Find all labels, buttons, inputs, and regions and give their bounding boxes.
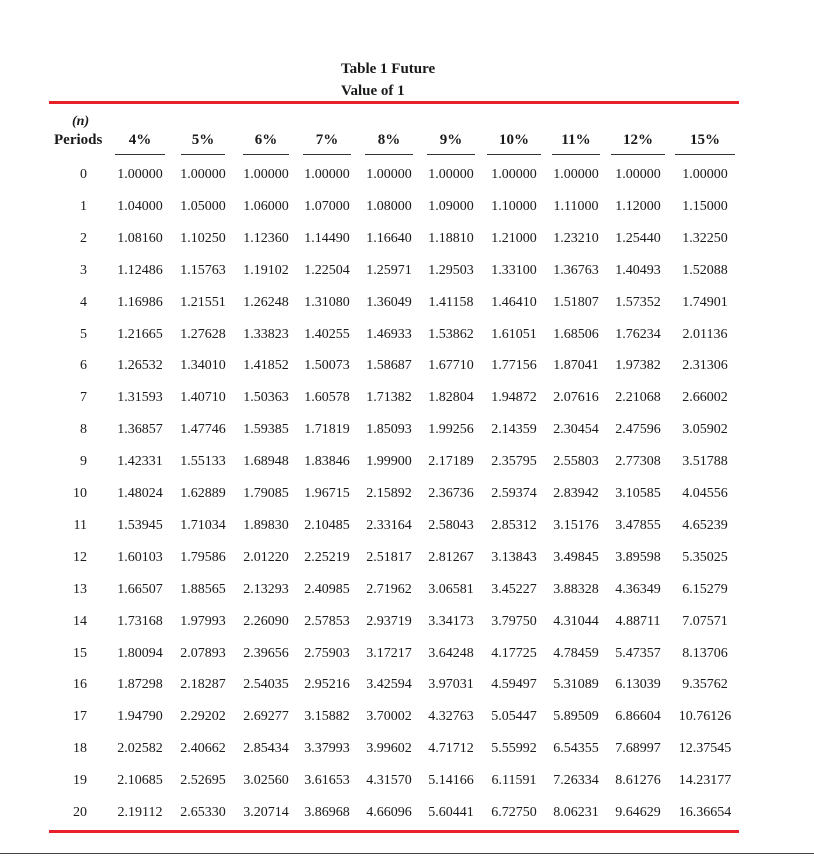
- period-cell: 18: [73, 741, 87, 757]
- rate-header: 11%: [552, 132, 600, 149]
- value-cell: 2.66002: [682, 390, 728, 406]
- value-cell: 2.01136: [682, 326, 728, 342]
- value-cell: 3.34173: [428, 613, 474, 629]
- value-cell: 1.82804: [428, 390, 474, 406]
- value-cell: 1.12486: [117, 262, 163, 278]
- period-cell: 6: [80, 358, 87, 374]
- value-cell: 2.15892: [366, 486, 412, 501]
- value-cell: 4.88711: [615, 613, 661, 629]
- rate-header: 4%: [115, 132, 165, 149]
- value-cell: 1.97993: [180, 613, 226, 629]
- value-cell: 3.05902: [682, 422, 728, 438]
- period-cell: 11: [73, 517, 87, 533]
- value-cell: 9.35762: [682, 677, 728, 693]
- value-cell: 3.70002: [366, 709, 412, 725]
- value-cell: 6.13039: [615, 677, 661, 693]
- value-cell: 4.31044: [553, 613, 599, 629]
- value-cell: 1.79586: [180, 549, 226, 565]
- value-cell: 5.35025: [682, 549, 728, 565]
- value-cell: 4.66096: [366, 805, 412, 820]
- period-cell: 2: [80, 230, 87, 246]
- period-cell: 12: [73, 549, 87, 565]
- value-cell: 1.76234: [615, 326, 661, 342]
- value-cell: 1.23210: [553, 230, 599, 246]
- value-cell: 2.29202: [180, 709, 226, 725]
- value-cell: 8.06231: [553, 805, 599, 820]
- value-cell: 1.53945: [117, 517, 163, 533]
- value-cell: 1.77156: [491, 358, 537, 374]
- value-cell: 1.73168: [117, 613, 163, 629]
- value-cell: 6.54355: [553, 741, 599, 757]
- value-cell: 4.17725: [491, 645, 537, 661]
- value-cell: 1.53862: [428, 326, 474, 342]
- period-cell: 0: [80, 167, 87, 182]
- value-cell: 2.14359: [491, 422, 537, 438]
- period-cell: 17: [73, 709, 87, 725]
- value-cell: 3.51788: [682, 454, 728, 470]
- value-cell: 1.00000: [243, 167, 289, 182]
- value-cell: 1.21665: [117, 326, 163, 342]
- value-cell: 2.47596: [615, 422, 661, 438]
- period-cell: 3: [80, 262, 87, 278]
- period-cell: 20: [73, 805, 87, 820]
- value-cell: 1.10000: [491, 198, 537, 214]
- value-cell: 1.87298: [117, 677, 163, 693]
- value-cell: 2.07616: [553, 390, 599, 406]
- value-cell: 1.29503: [428, 262, 474, 278]
- value-cell: 1.00000: [428, 167, 474, 182]
- value-cell: 2.52695: [180, 773, 226, 789]
- value-cell: 5.55992: [491, 741, 537, 757]
- value-cell: 1.18810: [428, 230, 474, 246]
- value-cell: 2.54035: [243, 677, 289, 693]
- header-underline: [427, 154, 475, 155]
- rate-header: 15%: [675, 132, 735, 149]
- value-cell: 1.97382: [615, 358, 661, 374]
- period-cell: 15: [73, 645, 87, 661]
- rate-header: 7%: [303, 132, 351, 149]
- bottom-red-rule: [49, 830, 739, 833]
- value-cell: 2.95216: [304, 677, 350, 693]
- value-cell: 2.71962: [366, 581, 412, 597]
- rate-header: 8%: [365, 132, 413, 149]
- period-cell: 4: [80, 294, 87, 310]
- value-cell: 2.93719: [366, 613, 412, 629]
- header-underline: [552, 154, 600, 155]
- value-cell: 1.46410: [491, 294, 537, 310]
- value-cell: 5.60441: [428, 805, 474, 820]
- value-cell: 2.51817: [366, 549, 412, 565]
- value-cell: 1.25440: [615, 230, 661, 246]
- value-cell: 1.26532: [117, 358, 163, 374]
- value-cell: 1.40493: [615, 262, 661, 278]
- value-cell: 1.61051: [491, 326, 537, 342]
- value-cell: 2.75903: [304, 645, 350, 661]
- value-cell: 1.16640: [366, 230, 412, 246]
- value-cell: 3.10585: [615, 486, 661, 501]
- value-cell: 1.55133: [180, 454, 226, 470]
- value-cell: 2.18287: [180, 677, 226, 693]
- period-cell: 16: [73, 677, 87, 693]
- value-cell: 1.08000: [366, 198, 412, 214]
- value-cell: 1.83846: [304, 454, 350, 470]
- period-cell: 8: [80, 422, 87, 438]
- value-cell: 3.49845: [553, 549, 599, 565]
- value-cell: 1.11000: [553, 198, 599, 214]
- value-cell: 1.00000: [180, 167, 226, 182]
- value-cell: 1.21551: [180, 294, 226, 310]
- value-cell: 3.88328: [553, 581, 599, 597]
- period-cell: 13: [73, 581, 87, 597]
- value-cell: 4.31570: [366, 773, 412, 789]
- value-cell: 2.31306: [682, 358, 728, 374]
- period-cell: 19: [73, 773, 87, 789]
- value-cell: 2.10685: [117, 773, 163, 789]
- value-cell: 1.96715: [304, 486, 350, 501]
- value-cell: 3.86968: [304, 805, 350, 820]
- value-cell: 1.14490: [304, 230, 350, 246]
- value-cell: 1.51807: [553, 294, 599, 310]
- value-cell: 2.55803: [553, 454, 599, 470]
- value-cell: 1.40255: [304, 326, 350, 342]
- value-cell: 3.17217: [366, 645, 412, 661]
- value-cell: 10.76126: [678, 709, 732, 725]
- value-cell: 1.16986: [117, 294, 163, 310]
- value-cell: 1.87041: [553, 358, 599, 374]
- value-cell: 8.13706: [682, 645, 728, 661]
- value-cell: 9.64629: [615, 805, 661, 820]
- value-cell: 1.88565: [180, 581, 226, 597]
- value-cell: 1.94790: [117, 709, 163, 725]
- value-cell: 1.15763: [180, 262, 226, 278]
- value-cell: 2.01220: [243, 549, 289, 565]
- value-cell: 1.12000: [615, 198, 661, 214]
- value-cell: 1.19102: [243, 262, 289, 278]
- value-cell: 4.78459: [553, 645, 599, 661]
- period-cell: 9: [80, 454, 87, 470]
- table-title-line-2: Value of 1: [341, 83, 405, 99]
- value-cell: 2.30454: [553, 422, 599, 438]
- value-cell: 2.39656: [243, 645, 289, 661]
- periods-header: Periods: [54, 132, 103, 148]
- value-cell: 1.36857: [117, 422, 163, 438]
- period-cell: 5: [80, 326, 87, 342]
- value-cell: 2.85312: [491, 517, 537, 533]
- value-cell: 2.83942: [553, 486, 599, 501]
- value-cell: 3.15176: [553, 517, 599, 533]
- value-cell: 1.15000: [682, 198, 728, 214]
- value-cell: 3.64248: [428, 645, 474, 661]
- value-cell: 1.00000: [304, 167, 350, 182]
- value-cell: 1.41852: [243, 358, 289, 374]
- value-cell: 1.00000: [366, 167, 412, 182]
- value-cell: 3.42594: [366, 677, 412, 693]
- value-cell: 1.10250: [180, 230, 226, 246]
- value-cell: 8.61276: [615, 773, 661, 789]
- value-cell: 1.47746: [180, 422, 226, 438]
- header-underline: [487, 154, 541, 155]
- value-cell: 3.06581: [428, 581, 474, 597]
- value-cell: 16.36654: [678, 805, 732, 820]
- rate-header: 9%: [427, 132, 475, 149]
- value-cell: 1.33100: [491, 262, 537, 278]
- value-cell: 1.57352: [615, 294, 661, 310]
- value-cell: 2.02582: [117, 741, 163, 757]
- header-underline: [365, 154, 413, 155]
- period-cell: 14: [73, 613, 87, 629]
- value-cell: 6.72750: [491, 805, 537, 820]
- value-cell: 1.00000: [682, 167, 728, 182]
- value-cell: 1.41158: [428, 294, 474, 310]
- value-cell: 2.36736: [428, 486, 474, 501]
- value-cell: 2.17189: [428, 454, 474, 470]
- period-cell: 7: [80, 390, 87, 406]
- value-cell: 3.99602: [366, 741, 412, 757]
- header-underline: [611, 154, 665, 155]
- rate-header: 5%: [181, 132, 225, 149]
- value-cell: 1.31080: [304, 294, 350, 310]
- value-cell: 1.48024: [117, 486, 163, 501]
- value-cell: 6.86604: [615, 709, 661, 725]
- value-cell: 3.20714: [243, 805, 289, 820]
- value-cell: 3.37993: [304, 741, 350, 757]
- value-cell: 1.46933: [366, 326, 412, 342]
- value-cell: 2.40985: [304, 581, 350, 597]
- value-cell: 4.71712: [428, 741, 474, 757]
- value-cell: 2.57853: [304, 613, 350, 629]
- value-cell: 3.13843: [491, 549, 537, 565]
- value-cell: 2.59374: [491, 486, 537, 501]
- value-cell: 1.79085: [243, 486, 289, 501]
- value-cell: 1.68948: [243, 454, 289, 470]
- value-cell: 1.50363: [243, 390, 289, 406]
- value-cell: 1.12360: [243, 230, 289, 246]
- value-cell: 2.65330: [180, 805, 226, 820]
- value-cell: 1.06000: [243, 198, 289, 214]
- header-underline: [243, 154, 289, 155]
- value-cell: 1.71819: [304, 422, 350, 438]
- value-cell: 1.04000: [117, 198, 163, 214]
- value-cell: 1.33823: [243, 326, 289, 342]
- value-cell: 2.13293: [243, 581, 289, 597]
- value-cell: 1.32250: [682, 230, 728, 246]
- value-cell: 1.00000: [615, 167, 661, 182]
- value-cell: 1.60578: [304, 390, 350, 406]
- value-cell: 1.42331: [117, 454, 163, 470]
- value-cell: 5.47357: [615, 645, 661, 661]
- header-underline: [303, 154, 351, 155]
- n-label: (n): [72, 114, 90, 129]
- value-cell: 1.40710: [180, 390, 226, 406]
- page-bottom-rule: [0, 853, 814, 854]
- value-cell: 1.85093: [366, 422, 412, 438]
- value-cell: 6.11591: [491, 773, 537, 789]
- top-red-rule: [49, 101, 739, 104]
- value-cell: 1.25971: [366, 262, 412, 278]
- value-cell: 1.58687: [366, 358, 412, 374]
- value-cell: 1.00000: [553, 167, 599, 182]
- value-cell: 1.99900: [366, 454, 412, 470]
- value-cell: 1.68506: [553, 326, 599, 342]
- value-cell: 2.69277: [243, 709, 289, 725]
- value-cell: 1.94872: [491, 390, 537, 406]
- value-cell: 1.71034: [180, 517, 226, 533]
- value-cell: 1.07000: [304, 198, 350, 214]
- value-cell: 1.74901: [682, 294, 728, 310]
- value-cell: 1.31593: [117, 390, 163, 406]
- period-cell: 10: [73, 486, 87, 501]
- value-cell: 2.07893: [180, 645, 226, 661]
- value-cell: 3.97031: [428, 677, 474, 693]
- value-cell: 3.45227: [491, 581, 537, 597]
- value-cell: 1.62889: [180, 486, 226, 501]
- header-underline: [115, 154, 165, 155]
- value-cell: 1.67710: [428, 358, 474, 374]
- value-cell: 5.31089: [553, 677, 599, 693]
- period-cell: 1: [80, 198, 87, 214]
- value-cell: 1.00000: [491, 167, 537, 182]
- table-title-line-1: Table 1 Future: [341, 61, 436, 77]
- value-cell: 1.89830: [243, 517, 289, 533]
- value-cell: 2.35795: [491, 454, 537, 470]
- value-cell: 3.61653: [304, 773, 350, 789]
- rate-header: 6%: [243, 132, 289, 149]
- value-cell: 3.02560: [243, 773, 289, 789]
- value-cell: 5.05447: [491, 709, 537, 725]
- value-cell: 1.05000: [180, 198, 226, 214]
- value-cell: 7.26334: [553, 773, 599, 789]
- value-cell: 7.68997: [615, 741, 661, 757]
- value-cell: 1.52088: [682, 262, 728, 278]
- value-cell: 3.89598: [615, 549, 661, 565]
- value-cell: 2.77308: [615, 454, 661, 470]
- value-cell: 1.50073: [304, 358, 350, 374]
- value-cell: 2.58043: [428, 517, 474, 533]
- header-underline: [181, 154, 225, 155]
- value-cell: 2.40662: [180, 741, 226, 757]
- value-cell: 14.23177: [678, 773, 732, 789]
- value-cell: 2.33164: [366, 517, 412, 533]
- value-cell: 2.26090: [243, 613, 289, 629]
- value-cell: 1.34010: [180, 358, 226, 374]
- value-cell: 2.10485: [304, 517, 350, 533]
- value-cell: 5.89509: [553, 709, 599, 725]
- value-cell: 3.15882: [304, 709, 350, 725]
- value-cell: 1.21000: [491, 230, 537, 246]
- value-cell: 1.60103: [117, 549, 163, 565]
- value-cell: 7.07571: [682, 613, 728, 629]
- value-cell: 1.66507: [117, 581, 163, 597]
- value-cell: 4.36349: [615, 581, 661, 597]
- value-cell: 1.27628: [180, 326, 226, 342]
- value-cell: 2.25219: [304, 549, 350, 565]
- value-cell: 4.04556: [682, 486, 728, 501]
- value-cell: 2.81267: [428, 549, 474, 565]
- value-cell: 4.65239: [682, 517, 728, 533]
- value-cell: 1.36049: [366, 294, 412, 310]
- value-cell: 6.15279: [682, 581, 728, 597]
- value-cell: 4.32763: [428, 709, 474, 725]
- value-cell: 2.19112: [117, 805, 163, 820]
- value-cell: 1.59385: [243, 422, 289, 438]
- value-cell: 1.80094: [117, 645, 163, 661]
- table-title: [341, 58, 501, 102]
- rate-header: 12%: [611, 132, 665, 149]
- value-cell: 1.09000: [428, 198, 474, 214]
- value-cell: 3.79750: [491, 613, 537, 629]
- value-cell: 3.47855: [615, 517, 661, 533]
- value-cell: 4.59497: [491, 677, 537, 693]
- header-underline: [675, 154, 735, 155]
- value-cell: 5.14166: [428, 773, 474, 789]
- value-cell: 1.71382: [366, 390, 412, 406]
- value-cell: 12.37545: [678, 741, 732, 757]
- value-cell: 1.36763: [553, 262, 599, 278]
- value-cell: 1.08160: [117, 230, 163, 246]
- value-cell: 1.00000: [117, 167, 163, 182]
- value-cell: 1.22504: [304, 262, 350, 278]
- value-cell: 2.85434: [243, 741, 289, 757]
- value-cell: 1.99256: [428, 422, 474, 438]
- value-cell: 1.26248: [243, 294, 289, 310]
- value-cell: 2.21068: [615, 390, 661, 406]
- rate-header: 10%: [487, 132, 541, 149]
